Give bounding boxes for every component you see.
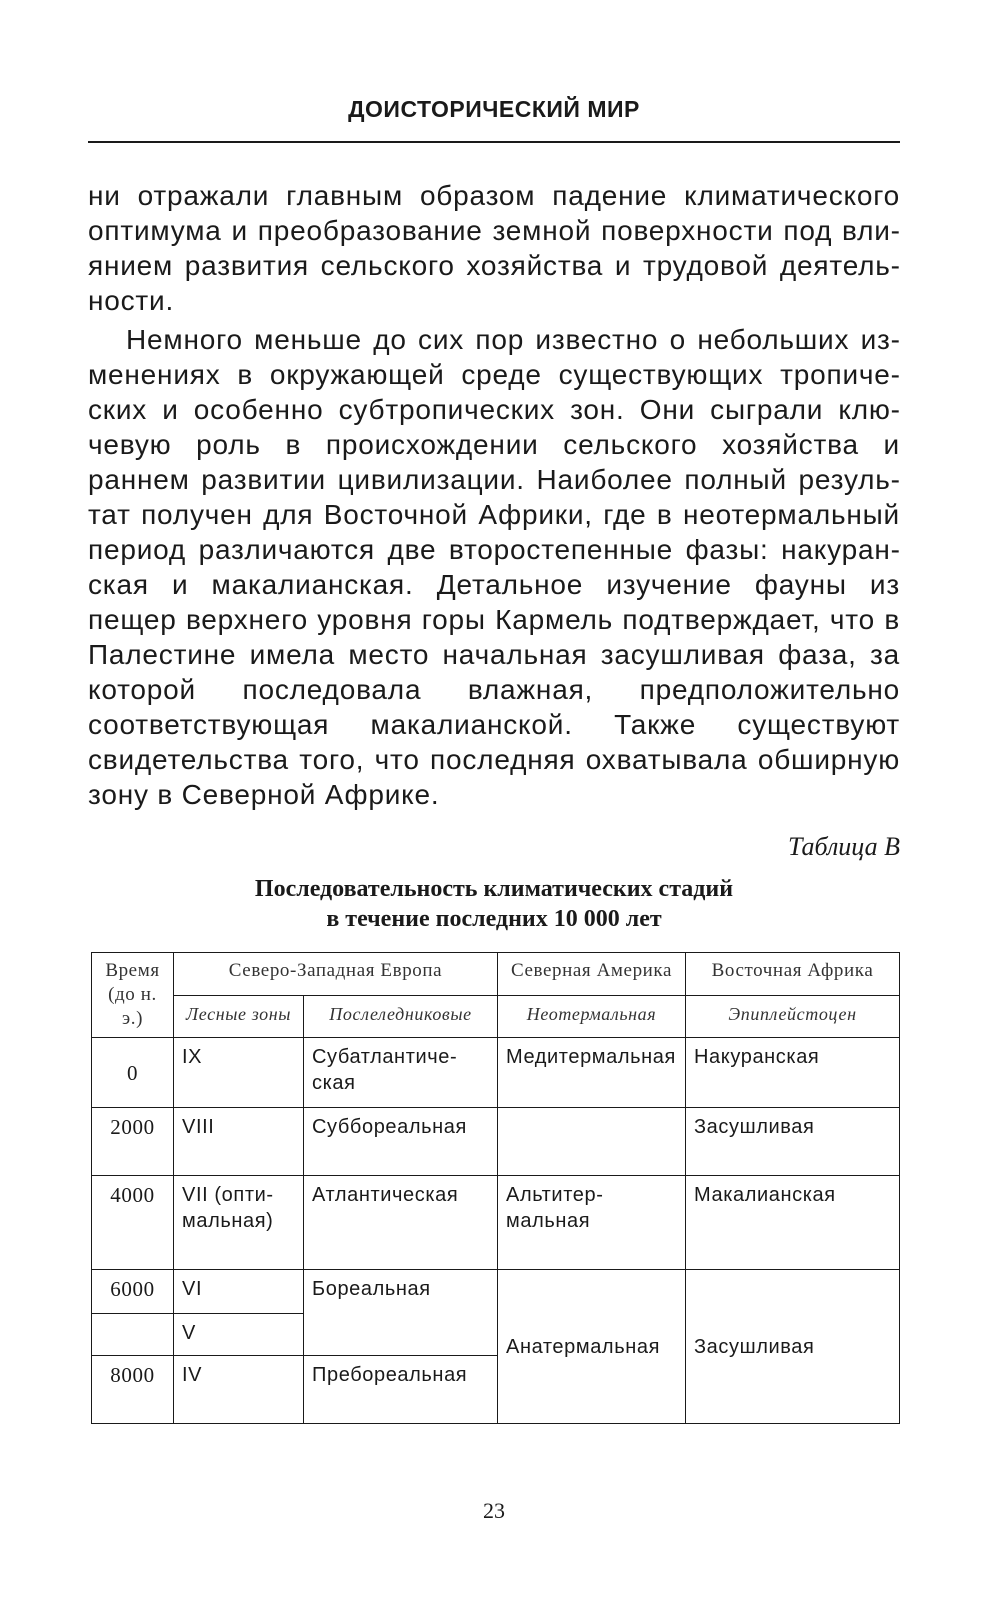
- page-number: 23: [483, 1498, 505, 1523]
- cell-america: [498, 1108, 686, 1176]
- subheader-neothermal: Неотермальная: [498, 995, 686, 1038]
- subheader-postglacial: Послеледниковые: [304, 995, 498, 1038]
- body-text: [88, 178, 900, 812]
- cell-zone: V: [174, 1314, 304, 1356]
- subheader-epipleistocene: Эпиплейстоцен: [686, 995, 900, 1038]
- cell-postglacial: Пребореальная: [304, 1356, 498, 1424]
- paragraph: Немного меньше до сих пор известно о небольших изменениях в окружающей среде существующих тропических и особенно субтропических зон. Они сыграли ключевую роль в происхождении сельского хозяйства и раннем развитии цивилизации. Наиболее полный результат получен для Восточной Африки, где в неотермальный период различаются две второстепенные фазы: накуранская и макалианская. Детальное изучение фауны из пещер верхнего уровня горы Кармель подтверждает, что в Палестине имела место начальная засушливая фаза, за которой последовала влажная, предположительно соответствующая макалианской. Также существуют свидетельства того, что последняя охватывала обширную зону в Северной Африке.: [88, 324, 900, 810]
- running-title: ДОИСТОРИЧЕСКИЙ МИР: [348, 96, 640, 122]
- cell-postglacial: Бореальная: [304, 1270, 498, 1356]
- cell-postglacial: Атлантическая: [304, 1176, 498, 1270]
- cell-postglacial: Суббореальная: [304, 1108, 498, 1176]
- header-north-america: Северная Америка: [498, 953, 686, 996]
- table-subheader-row: [92, 995, 900, 1038]
- header-east-africa: Восточная Африка: [686, 953, 900, 996]
- cell-africa: Засушливая: [686, 1108, 900, 1176]
- cell-africa: Накуранская: [686, 1038, 900, 1108]
- cell-zone: IV: [174, 1356, 304, 1424]
- paragraph: ни отражали главным образом падение климатического оптимума и преобразование земной поверхности под влиянием развития сельского хозяйства и трудовой деятельности.: [88, 180, 900, 316]
- header-nw-europe: Северо-Западная Европа: [174, 953, 498, 996]
- table-header-row: [92, 953, 900, 996]
- cell-year: 0: [92, 1038, 174, 1108]
- cell-year: 6000: [92, 1270, 174, 1314]
- cell-year: 8000: [92, 1356, 174, 1424]
- cell-america: Медитермальная: [498, 1038, 686, 1108]
- table-title: [88, 874, 900, 934]
- header-rule: [88, 141, 900, 143]
- climate-stages-table: [91, 952, 900, 1424]
- table-row: [92, 1270, 900, 1314]
- cell-africa: Засушливая: [686, 1270, 900, 1424]
- header-time: Время (до н. э.): [92, 953, 174, 1038]
- cell-year: 4000: [92, 1176, 174, 1270]
- cell-america: Анатермальная: [498, 1270, 686, 1424]
- table-row: [92, 1038, 900, 1108]
- table-row: [92, 1176, 900, 1270]
- cell-zone: VIII: [174, 1108, 304, 1176]
- subheader-forest-zones: Лесные зоны: [174, 995, 304, 1038]
- cell-zone: VII (оптимальная): [174, 1176, 304, 1270]
- cell-zone: VI: [174, 1270, 304, 1314]
- cell-africa: Макалианская: [686, 1176, 900, 1270]
- table-row: [92, 1108, 900, 1176]
- table-title-line: Последовательность климатических стадий: [254, 876, 734, 902]
- cell-america: Альтитермальная: [498, 1176, 686, 1270]
- cell-year: [92, 1314, 174, 1356]
- table-label: Таблица В: [788, 832, 900, 861]
- cell-postglacial: Субатлантическая: [304, 1038, 498, 1108]
- cell-year: 2000: [92, 1108, 174, 1176]
- table-title-line: в течение последних 10 000 лет: [326, 906, 662, 932]
- cell-zone: IX: [174, 1038, 304, 1108]
